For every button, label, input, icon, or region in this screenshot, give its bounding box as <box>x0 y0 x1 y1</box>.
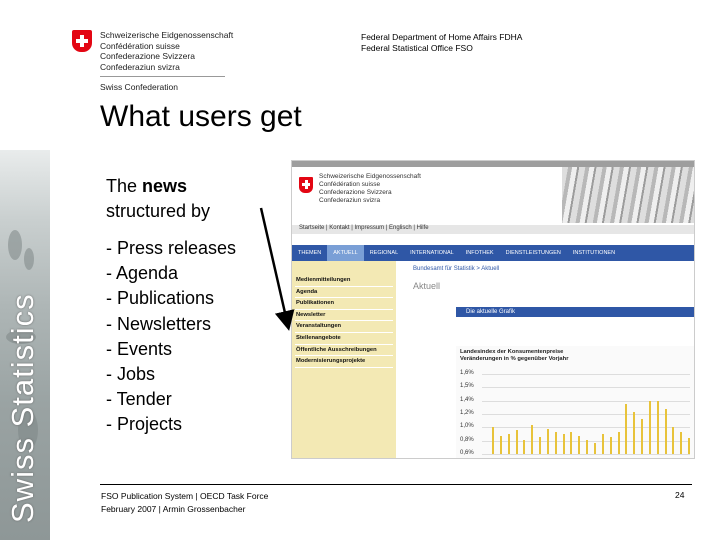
list-item: - Events <box>106 338 173 359</box>
nav-item-infothek[interactable]: INFOTHEK <box>465 250 494 256</box>
chart-tick-label: 1,5% <box>460 383 474 390</box>
nav-item-dienstleistungen[interactable]: DIENSTLEISTUNGEN <box>505 250 561 256</box>
news-keyword: news <box>142 176 188 196</box>
current-graphic-header: Die aktuelle Grafik <box>456 307 694 317</box>
chart-tick-label: 1,0% <box>460 423 474 430</box>
intro-text: The news structured by <box>106 176 211 221</box>
sidebar-item-medienmitteilungen[interactable]: Medienmitteilungen <box>295 275 393 287</box>
sidebar-item-stellenangebote[interactable]: Stellenangebote <box>295 333 393 345</box>
nav-item-themen[interactable]: THEMEN <box>298 250 322 256</box>
footer-divider <box>100 484 692 485</box>
page-number: 24 <box>675 490 685 500</box>
chart-tick-label: 0,8% <box>460 436 474 443</box>
department-label: Federal Department of Home Affairs FDHA Federal Statistical Office FSO <box>361 32 523 53</box>
nav-item-international[interactable]: INTERNATIONAL <box>410 250 454 256</box>
sidebar-item-publikationen[interactable]: Publikationen <box>295 298 393 310</box>
chart-tick-label: 1,6% <box>460 370 474 376</box>
sidebar-item-modernisierungsprojekte[interactable]: Modernisierungsprojekte <box>295 356 393 368</box>
sidebar-item-agenda[interactable]: Agenda <box>295 287 393 299</box>
nav-item-institutionen[interactable]: INSTITUTIONEN <box>572 250 616 256</box>
sidebar-item-veranstaltungen[interactable]: Veranstaltungen <box>295 321 393 333</box>
swiss-confederation-label: Swiss Confederation <box>100 82 178 92</box>
list-item: - Publications <box>106 288 215 309</box>
list-item: - Newsletters <box>106 313 212 334</box>
chart-tick-label: 0,6% <box>460 450 474 456</box>
utility-links[interactable]: Startseite | Kontakt | Impressum | Englisch | Hilfe <box>299 225 429 231</box>
list-item: - Projects <box>106 414 183 435</box>
list-item: - Press releases <box>106 238 237 258</box>
site-confederation-names: Schweizerische Eidgenossenschaft Confédération suisse Confederazione Svizzera Confederaziun svizra <box>319 173 421 204</box>
chart-title: Landesindex der Konsumentenpreise Veränderungen in % gegenüber Vorjahr <box>460 349 569 362</box>
footer-info: FSO Publication System | OECD Task Force February 2007 | Armin Grossenbacher <box>101 491 269 514</box>
site-breadcrumb[interactable]: Bundesamt für Statistik > Aktuell <box>413 266 500 272</box>
sidebar-item-newsletter[interactable]: Newsletter <box>295 310 393 322</box>
slide-title: What users get <box>100 100 302 133</box>
confederation-names: Schweizerische Eidgenossenschaft Confédération suisse Confederazione Svizzera Confederaziun svizra <box>100 30 234 72</box>
list-item: - Agenda <box>106 263 179 284</box>
chart-tick-label: 1,4% <box>460 396 474 403</box>
chart-tick-label: 1,2% <box>460 410 474 416</box>
list-item: - Tender <box>106 389 172 410</box>
nav-item-aktuell[interactable]: AKTUELL <box>327 245 363 261</box>
list-item: - Jobs <box>106 364 156 385</box>
nav-item-regional[interactable]: REGIONAL <box>369 250 399 256</box>
site-section-title: Aktuell <box>413 281 441 291</box>
swiss-statistics-brand: Swiss Statistics <box>5 293 40 523</box>
sidebar-item-ausschreibungen[interactable]: Öffentliche Ausschreibungen <box>295 345 393 357</box>
